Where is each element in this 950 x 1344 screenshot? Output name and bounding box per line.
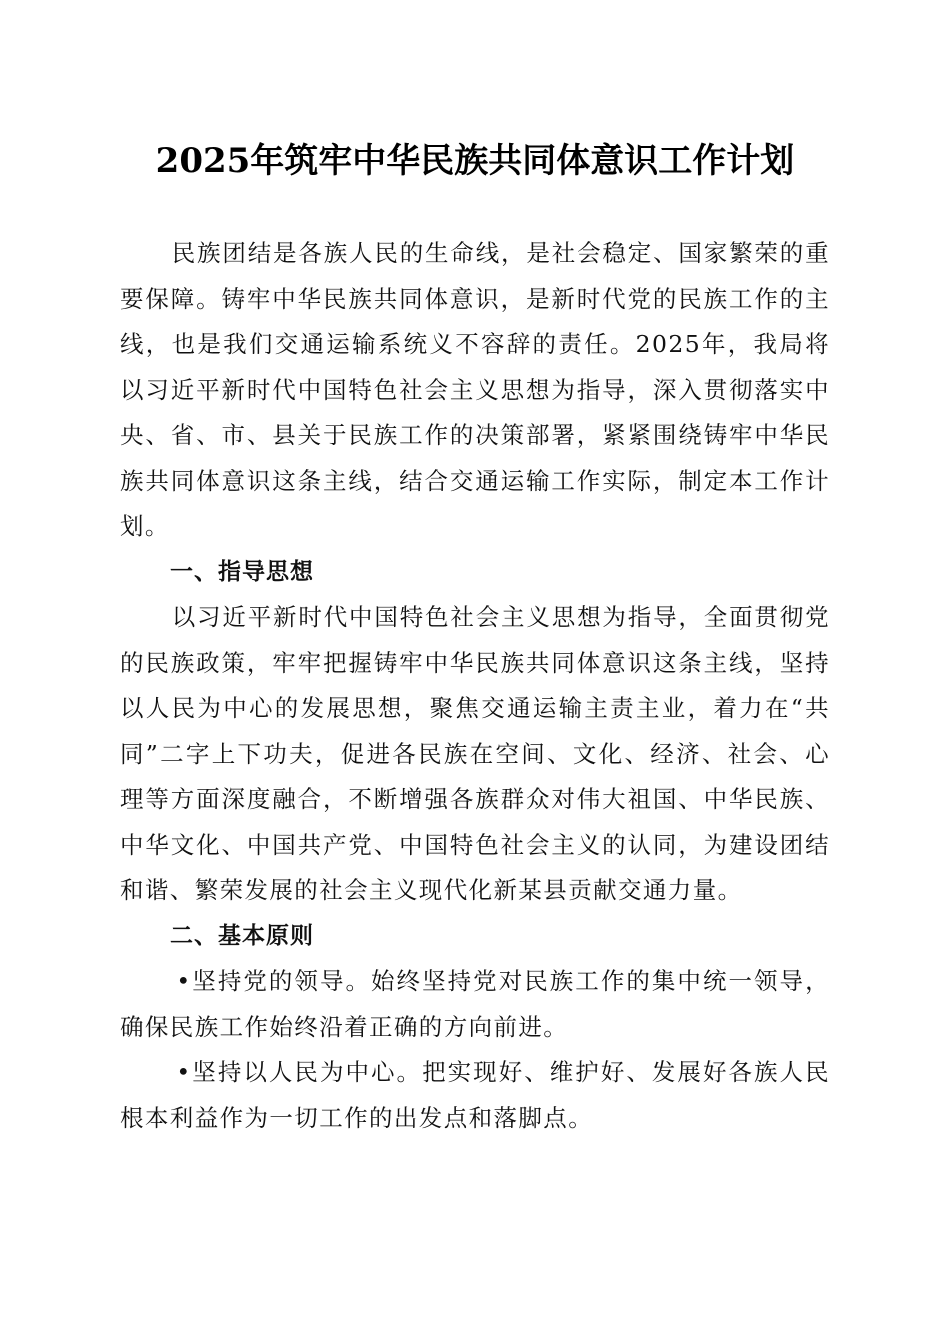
principle-people-centered: •坚持以人民为中心。把实现好、维护好、发展好各族人民根本利益作为一切工作的出发点和落脚点。 xyxy=(120,1058,830,1132)
section-heading-guiding-ideology: 一、指导思想 xyxy=(170,558,314,585)
intro-paragraph: 民族团结是各族人民的生命线，是社会稳定、国家繁荣的重要保障。铸牢中华民族共同体意识，是新时代党的民族工作的主线，也是我们交通运输系统义不容辞的责任。2025年，我局将以习近平新时代中国特色社会主义思想为指导，深入贯彻落实中央、省、市、县关于民族工作的决策部署，紧紧围绕铸牢中华民族共同体意识这条主线，结合交通运输工作实际，制定本工作计划。 xyxy=(120,239,830,540)
section-heading-basic-principles: 二、基本原则 xyxy=(170,922,314,949)
document-body xyxy=(120,231,830,1141)
principle-party-leadership: •坚持党的领导。始终坚持党对民族工作的集中统一领导，确保民族工作始终沿着正确的方向前进。 xyxy=(120,967,830,1041)
guiding-ideology-paragraph: 以习近平新时代中国特色社会主义思想为指导，全面贯彻党的民族政策，牢牢把握铸牢中华民族共同体意识这条主线，坚持以人民为中心的发展思想，聚焦交通运输主责主业，着力在“共同”二字上下功夫，促进各民族在空间、文化、经济、社会、心理等方面深度融合，不断增强各族群众对伟大祖国、中华民族、中华文化、中国共产党、中国特色社会主义的认同，为建设团结和谐、繁荣发展的社会主义现代化新某县贡献交通力量。 xyxy=(120,603,830,904)
document-title: 2025年筑牢中华民族共同体意识工作计划 xyxy=(155,141,795,181)
